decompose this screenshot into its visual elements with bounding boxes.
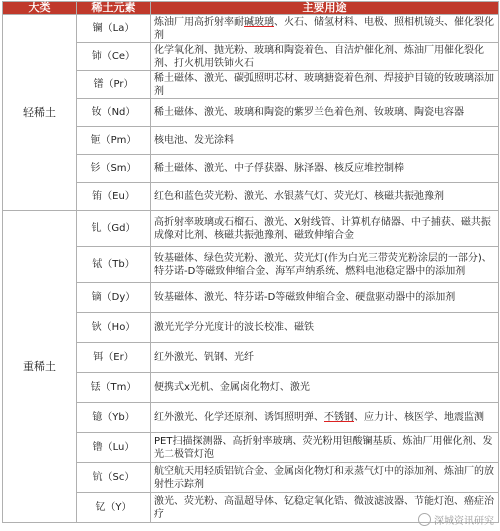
page (0, 1, 500, 531)
table-row (3, 463, 499, 493)
uses-cell (151, 15, 499, 43)
uses-cell (151, 71, 499, 99)
uses-text: 、应力计、核医学、地震监测 (354, 412, 484, 423)
uses-cell (151, 127, 499, 155)
table-row (3, 247, 499, 283)
element-cell: 铽（Tb） (77, 247, 151, 283)
uses-text: 激光、荧光粉、高温超导体、钇稳定氧化锆、微波滤波器、节能灯泡、癌症治疗 (154, 495, 494, 520)
uses-text: 稀土磁体、激光、玻璃和陶瓷的紫罗兰色着色剂、钕玻璃、陶瓷电容器 (154, 107, 464, 118)
table-row (3, 433, 499, 463)
uses-text: 稀土磁体、激光、中子俘获器、脉泽器、核反应堆控制棒 (154, 163, 404, 174)
table-row (3, 183, 499, 211)
element-cell: 镥（Lu） (77, 433, 151, 463)
uses-text: 钕基磁体、绿色荧光粉、激光、荧光灯(作为白光三带荧光粉涂层的一部分)、特芬诺-D等磁致伸缩合金、海军声纳系统、燃料电池稳定器中的添加剂 (154, 252, 492, 277)
uses-cell (151, 211, 499, 247)
header-element: 稀土元素 (77, 2, 151, 15)
uses-cell (151, 373, 499, 403)
table-row (3, 15, 499, 43)
element-cell: 钷（Pm） (77, 127, 151, 155)
header-row (3, 2, 499, 15)
uses-cell (151, 463, 499, 493)
table-row (3, 127, 499, 155)
element-cell: 钕（Nd） (77, 99, 151, 127)
uses-text: 炼油厂用高折射率耐 (154, 16, 244, 28)
underlined-text: 不锈钢 (324, 412, 354, 423)
uses-text: 红外激光、钒钢、光纤 (154, 352, 254, 363)
element-cell: 铕（Eu） (77, 183, 151, 211)
uses-text: 便携式x光机、金属卤化物灯、激光 (154, 382, 310, 393)
watermark (418, 512, 494, 527)
element-cell: 钪（Sc） (77, 463, 151, 493)
uses-text: 钕基磁体、激光、特芬诺-D等磁致伸缩合金、硬盘驱动器中的添加剂 (154, 292, 456, 303)
wechat-icon (418, 513, 431, 526)
table-row (3, 403, 499, 433)
element-cell: 铒（Er） (77, 343, 151, 373)
table-row (3, 343, 499, 373)
uses-text: 激光光学分光度计的波长校准、磁铁 (154, 322, 314, 333)
uses-text: 核电池、发光涂料 (154, 135, 234, 146)
category-cell: 轻稀土 (3, 15, 77, 211)
uses-cell (151, 183, 499, 211)
table-row (3, 99, 499, 127)
uses-cell (151, 283, 499, 313)
category-cell: 重稀土 (3, 211, 77, 523)
table-row (3, 211, 499, 247)
uses-text: 航空航天用轻质铝钪合金、金属卤化物灯和汞蒸气灯中的添加剂、炼油厂的放射性示踪剂 (154, 465, 494, 490)
uses-cell (151, 433, 499, 463)
uses-cell (151, 247, 499, 283)
table-row (3, 43, 499, 71)
rare-earth-table (2, 1, 499, 523)
header-uses: 主要用途 (151, 2, 499, 15)
element-cell: 镨（Pr） (77, 71, 151, 99)
element-cell: 铈（Ce） (77, 43, 151, 71)
uses-cell (151, 343, 499, 373)
element-cell: 镧（La） (77, 15, 151, 43)
uses-text: 稀土磁体、激光、碳弧照明芯材、玻璃搪瓷着色剂、焊接护目镜的钕玻璃添加剂 (154, 72, 494, 97)
uses-text: 红外激光、化学还原剂、诱饵照明弹、 (154, 412, 324, 423)
uses-text: 、火石、储氢材料、电极、照相机镜头、催化裂化剂 (154, 16, 494, 41)
uses-cell (151, 403, 499, 433)
table-row (3, 155, 499, 183)
underlined-text: 碱玻璃 (244, 16, 274, 28)
table-row (3, 313, 499, 343)
table-row (3, 373, 499, 403)
element-cell: 钆（Gd） (77, 211, 151, 247)
uses-cell (151, 43, 499, 71)
uses-text: 化学氧化剂、抛光粉、玻璃和陶瓷着色、自洁炉催化剂、炼油厂用催化裂化剂、打火机用铁铈火石 (154, 44, 484, 69)
uses-cell (151, 313, 499, 343)
element-cell: 钬（Ho） (77, 313, 151, 343)
table-body (3, 15, 499, 523)
element-cell: 镝（Dy） (77, 283, 151, 313)
uses-text: 高折射率玻璃或石榴石、激光、X射线管、计算机存储器、中子捕获、磁共振成像对比剂、核磁共振弛豫剂、磁致伸缩合金 (154, 216, 491, 241)
element-cell: 镱（Yb） (77, 403, 151, 433)
header-category: 大类 (3, 2, 77, 15)
uses-text: PET扫描探测器、高折射率玻璃、荧光粉用钽酸镧基质、炼油厂用催化剂、发光二极管灯泡 (154, 435, 493, 460)
element-cell: 钐（Sm） (77, 155, 151, 183)
table-row (3, 283, 499, 313)
uses-cell (151, 155, 499, 183)
element-cell: 钇（Y） (77, 493, 151, 523)
watermark-text: 深城资讯研究 (434, 516, 494, 527)
uses-cell (151, 99, 499, 127)
element-cell: 铥（Tm） (77, 373, 151, 403)
table-row (3, 71, 499, 99)
uses-text: 红色和蓝色荧光粉、激光、水银蒸气灯、荧光灯、核磁共振弛豫剂 (154, 191, 444, 202)
